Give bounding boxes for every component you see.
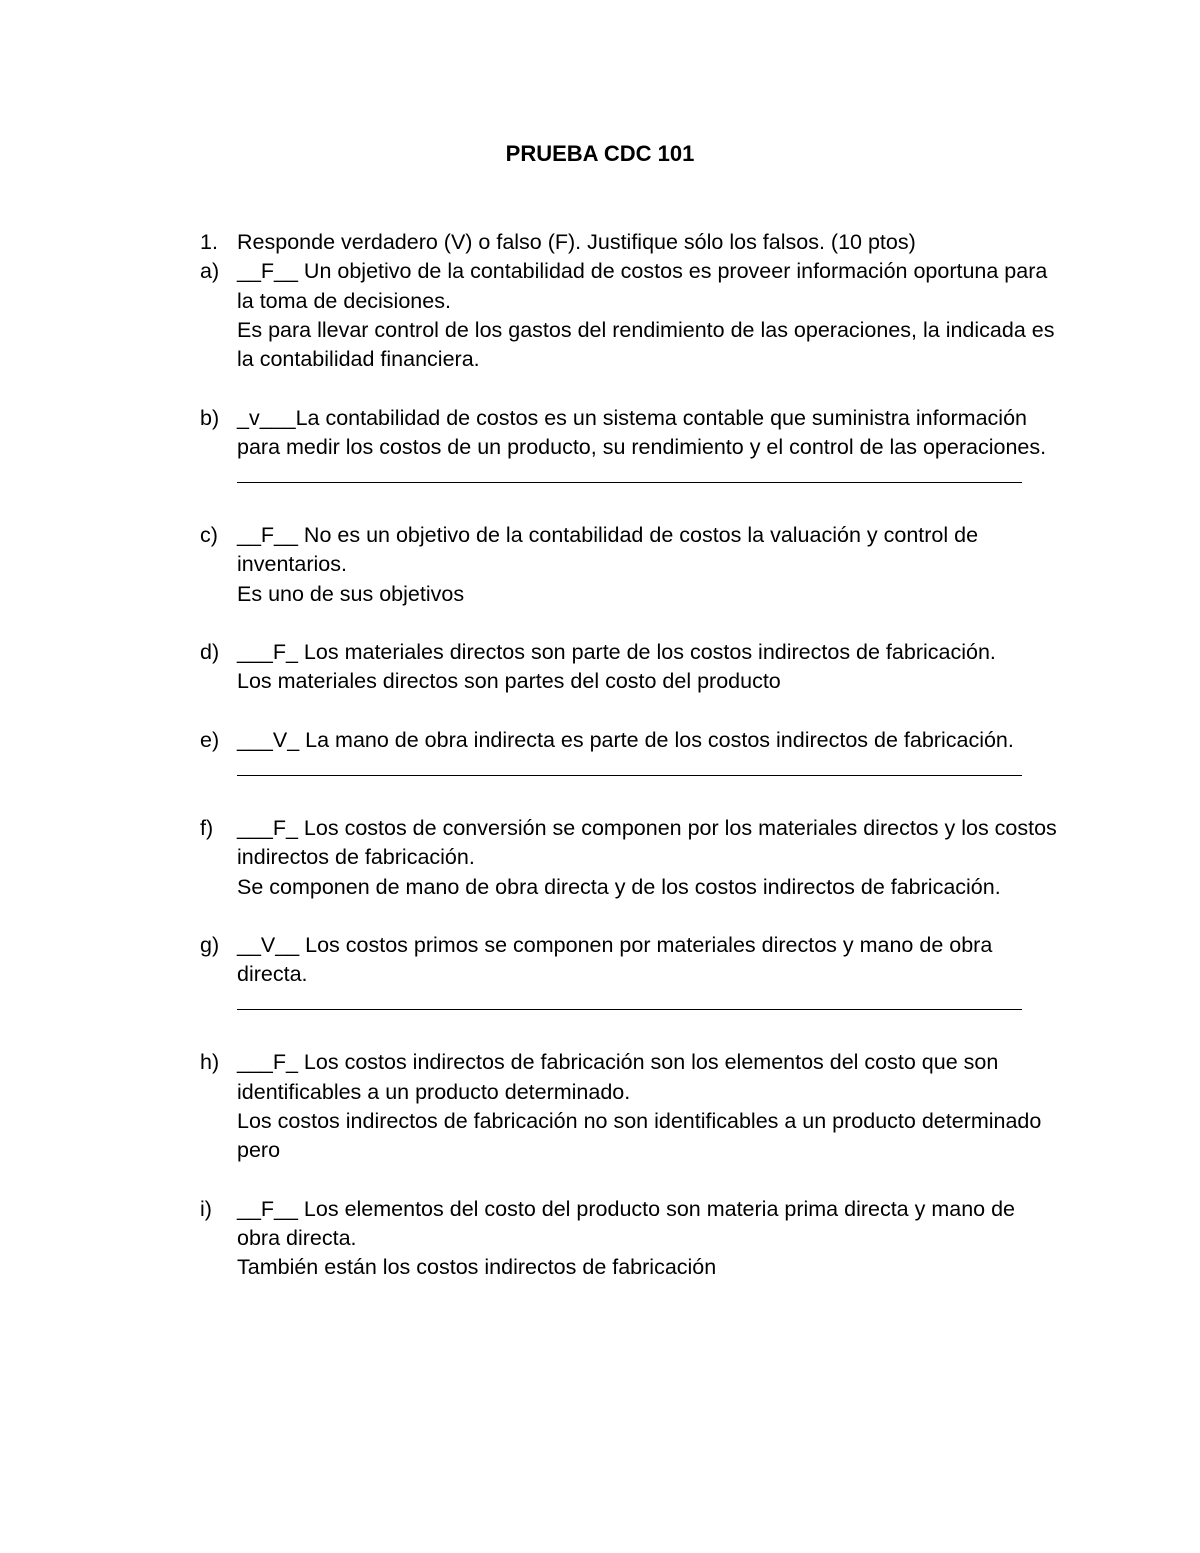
question-1	[200, 228, 1060, 257]
item-statement: _v___La contabilidad de costos es un sistema contable que suministra información para medir los costos de un producto, su rendimiento y el control de las operaciones.	[237, 405, 1047, 460]
question-list	[200, 228, 1060, 1283]
question-instructions: Responde verdadero (V) o falso (F). Justifique sólo los falsos. (10 ptos)	[237, 230, 916, 254]
item-marker: c)	[200, 522, 218, 547]
item-marker: a)	[200, 259, 220, 284]
answer-blank-line	[237, 755, 1060, 784]
item-i	[200, 1195, 1060, 1283]
item-h	[200, 1048, 1060, 1165]
item-statement: __V__ Los costos primos se componen por materiales directos y mano de obra directa.	[237, 933, 993, 987]
item-justification: También están los costos indirectos de fabricación	[237, 1255, 717, 1280]
item-d	[200, 638, 1060, 697]
item-g	[200, 931, 1060, 1019]
item-statement: __F__ Un objetivo de la contabilidad de costos es proveer información oportuna para la toma de decisiones.	[237, 259, 1048, 313]
item-justification: Se componen de mano de obra directa y de los costos indirectos de fabricación.	[237, 874, 1001, 899]
item-marker: d)	[200, 640, 220, 665]
item-statement: ___F_ Los costos de conversión se componen por los materiales directos y los costos indirectos de fabricación.	[237, 815, 1057, 870]
item-marker: f)	[200, 815, 214, 840]
item-marker: e)	[200, 728, 220, 753]
item-f	[200, 814, 1060, 902]
item-c	[200, 521, 1060, 609]
item-justification: Es para llevar control de los gastos del rendimiento de las operaciones, la indicada es la contabilidad financiera.	[237, 317, 1055, 372]
item-statement: __F__ No es un objetivo de la contabilidad de costos la valuación y control de inventarios.	[237, 522, 979, 577]
document-title: PRUEBA CDC 101	[505, 141, 695, 166]
item-statement: __F__ Los elementos del costo del producto son materia prima directa y mano de obra directa.	[237, 1196, 1016, 1251]
item-marker: h)	[200, 1050, 220, 1075]
answer-blank-line	[237, 462, 1060, 491]
item-statement: ___F_ Los costos indirectos de fabricación son los elementos del costo que son identificables a un producto determinado.	[237, 1050, 999, 1104]
item-justification: Los costos indirectos de fabricación no son identificables a un producto determinado pero	[237, 1108, 1042, 1163]
answer-blank-line	[237, 990, 1060, 1019]
item-marker: i)	[200, 1196, 212, 1221]
item-b	[200, 404, 1060, 492]
item-marker: g)	[200, 933, 220, 958]
item-a	[200, 257, 1060, 374]
item-marker: b)	[200, 405, 220, 430]
item-e	[200, 726, 1060, 785]
question-number: 1.	[200, 230, 218, 254]
item-justification: Es uno de sus objetivos	[237, 581, 465, 606]
item-statement: ___F_ Los materiales directos son parte de los costos indirectos de fabricación.	[237, 640, 996, 665]
item-statement: ___V_ La mano de obra indirecta es parte de los costos indirectos de fabricación.	[237, 728, 1014, 753]
item-justification: Los materiales directos son partes del costo del producto	[237, 669, 781, 694]
